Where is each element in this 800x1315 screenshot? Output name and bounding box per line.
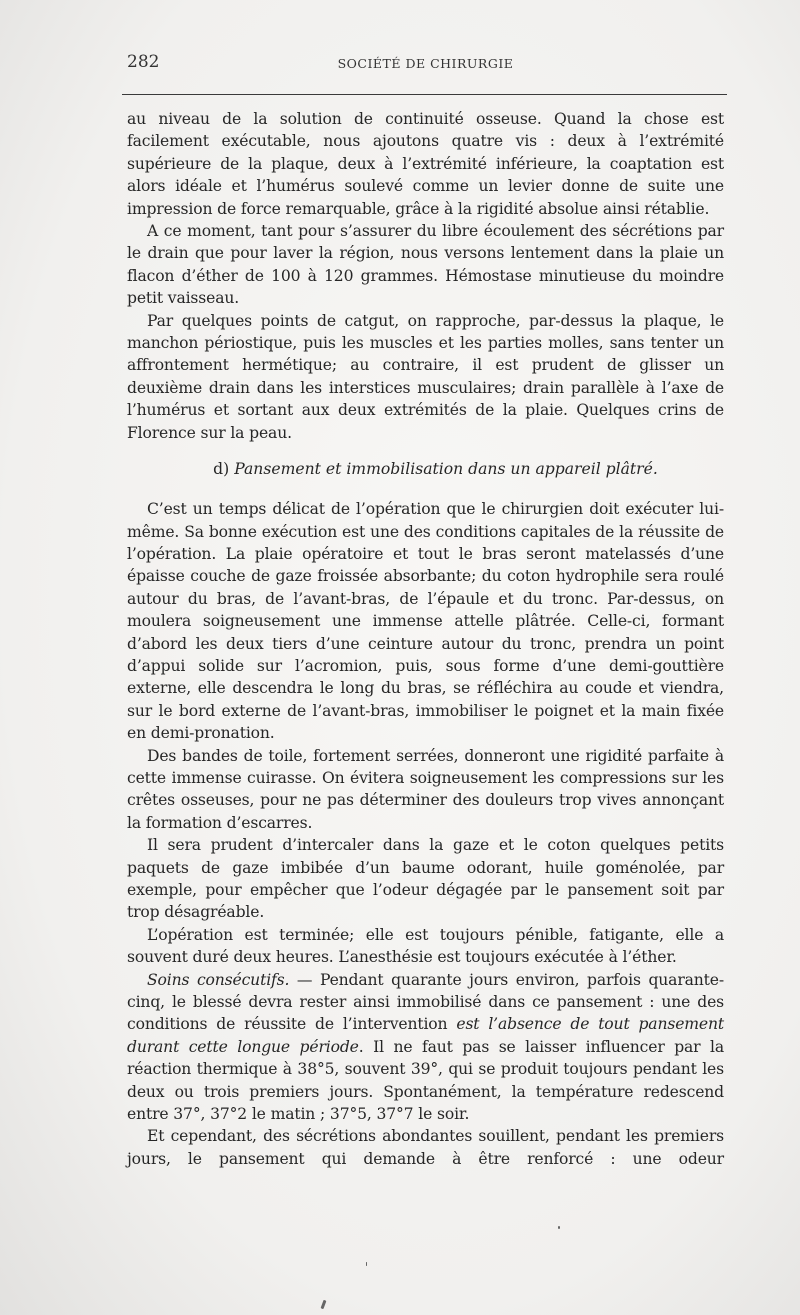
section-subheading <box>127 458 724 480</box>
paper-speck <box>558 1226 560 1229</box>
paragraph: Des bandes de toile, fortement serrées, donneront une rigidité parfaite à cette immense cuirasse. On évitera soigneusement les compressions sur les crêtes osseuses, pour ne pas déterminer des douleurs trop vives annonçant la formation d’escarres. <box>127 746 724 832</box>
subheading-title: Pansement et immobilisation dans un appareil plâtré. <box>234 460 658 479</box>
italic-emphasis: est l’absence de tout pansement durant cette longue période <box>127 1015 725 1056</box>
paragraph: Et cependant, des sécrétions abondantes souillent, pendant les premiers jours, le pansement qui demande à être renforcé : une odeur <box>127 1127 724 1168</box>
running-title: SOCIÉTÉ DE CHIRURGIE <box>337 56 514 71</box>
paragraph: L’opération est terminée; elle est toujours pénible, fatigante, elle a souvent duré deux heures. L’anesthésie est toujours exécutée à l’éther. <box>127 925 724 967</box>
paper-speck <box>366 1262 367 1266</box>
text-run: . Il ne faut pas se laisser influencer par la réaction thermique à 38°5, souvent 39°, qui se produit toujours pendant les deux ou trois premiers jours. Spontanément, la température redescend entre 37°, 37°2 le matin ; 37°5, 37°7 le soir. <box>127 1037 724 1124</box>
paragraph: au niveau de la solution de continuité osseuse. Quand la chose est facilement exécutable, nous ajoutons quatre vis : deux à l’extrémité supérieure de la plaque, deux à l’extrémité inférieure, la coaptation est alors idéale et l’humérus soulevé comme un levier donne de suite une impression de force remarquable, grâce à la rigidité absolue ainsi rétablie. <box>127 110 724 218</box>
paragraph-soins-consecutifs <box>127 969 724 1126</box>
paragraph: C’est un temps délicat de l’opération que le chirurgien doit exécuter lui-même. Sa bonne exécution est une des conditions capitales de la réussite de l’opération. La plaie opératoire et tout le bras seront matelassés d’une épaisse couche de gaze froissée absorbante; du coton hydrophile sera roulé autour du bras, de l’avant-bras, de l’épaule et du tronc. Par-dessus, on moulera soigneusement une immense attelle plâtrée. Celle-ci, formant d’abord les deux tiers d’une ceinture autour du tronc, prendra un point d’appui solide sur l’acromion, puis, sous forme d’une demi-gouttière externe, elle descendra le long du bras, se réfléchira au coude et viendra, sur le bord externe de l’avant-bras, immobiliser le poignet et la main fixée en demi-pronation. <box>127 500 724 743</box>
paragraph: A ce moment, tant pour s’assurer du libre écoulement des sécrétions par le drain que pour laver la région, nous versons lentement dans la plaie un flacon d’éther de 100 à 120 grammes. Hémostase minutieuse du moindre petit vaisseau. <box>127 222 724 308</box>
italic-lead: Soins consécutifs. <box>147 970 290 989</box>
page-number: 282 <box>127 52 160 72</box>
text-run: — Pendant quarante jours environ, parfois quarante-cinq, le blessé devra rester ainsi immobilisé dans ce pansement : une des conditions de réussite de l’intervention <box>127 970 724 1034</box>
subheading-label: d) <box>213 460 230 479</box>
page-body <box>127 108 724 1170</box>
book-page <box>127 52 725 1168</box>
paragraph: Il sera prudent d’intercaler dans la gaze et le coton quelques petits paquets de gaze imbibée d’un baume odorant, huile goménolée, par exemple, pour empêcher que l’odeur dégagée par le pansement soit par trop désagréable. <box>127 836 724 922</box>
header-rule <box>122 94 727 95</box>
paper-speck <box>321 1300 327 1309</box>
page-header <box>127 52 724 78</box>
paragraph: Par quelques points de catgut, on rapproche, par-dessus la plaque, le manchon périostique, puis les muscles et les parties molles, sans tenter un affrontement hermétique; au contraire, il est prudent de glisser un deuxième drain dans les interstices musculaires; drain parallèle à l’axe de l’humérus et sortant aux deux extrémités de la plaie. Quelques crins de Florence sur la peau. <box>127 311 724 442</box>
